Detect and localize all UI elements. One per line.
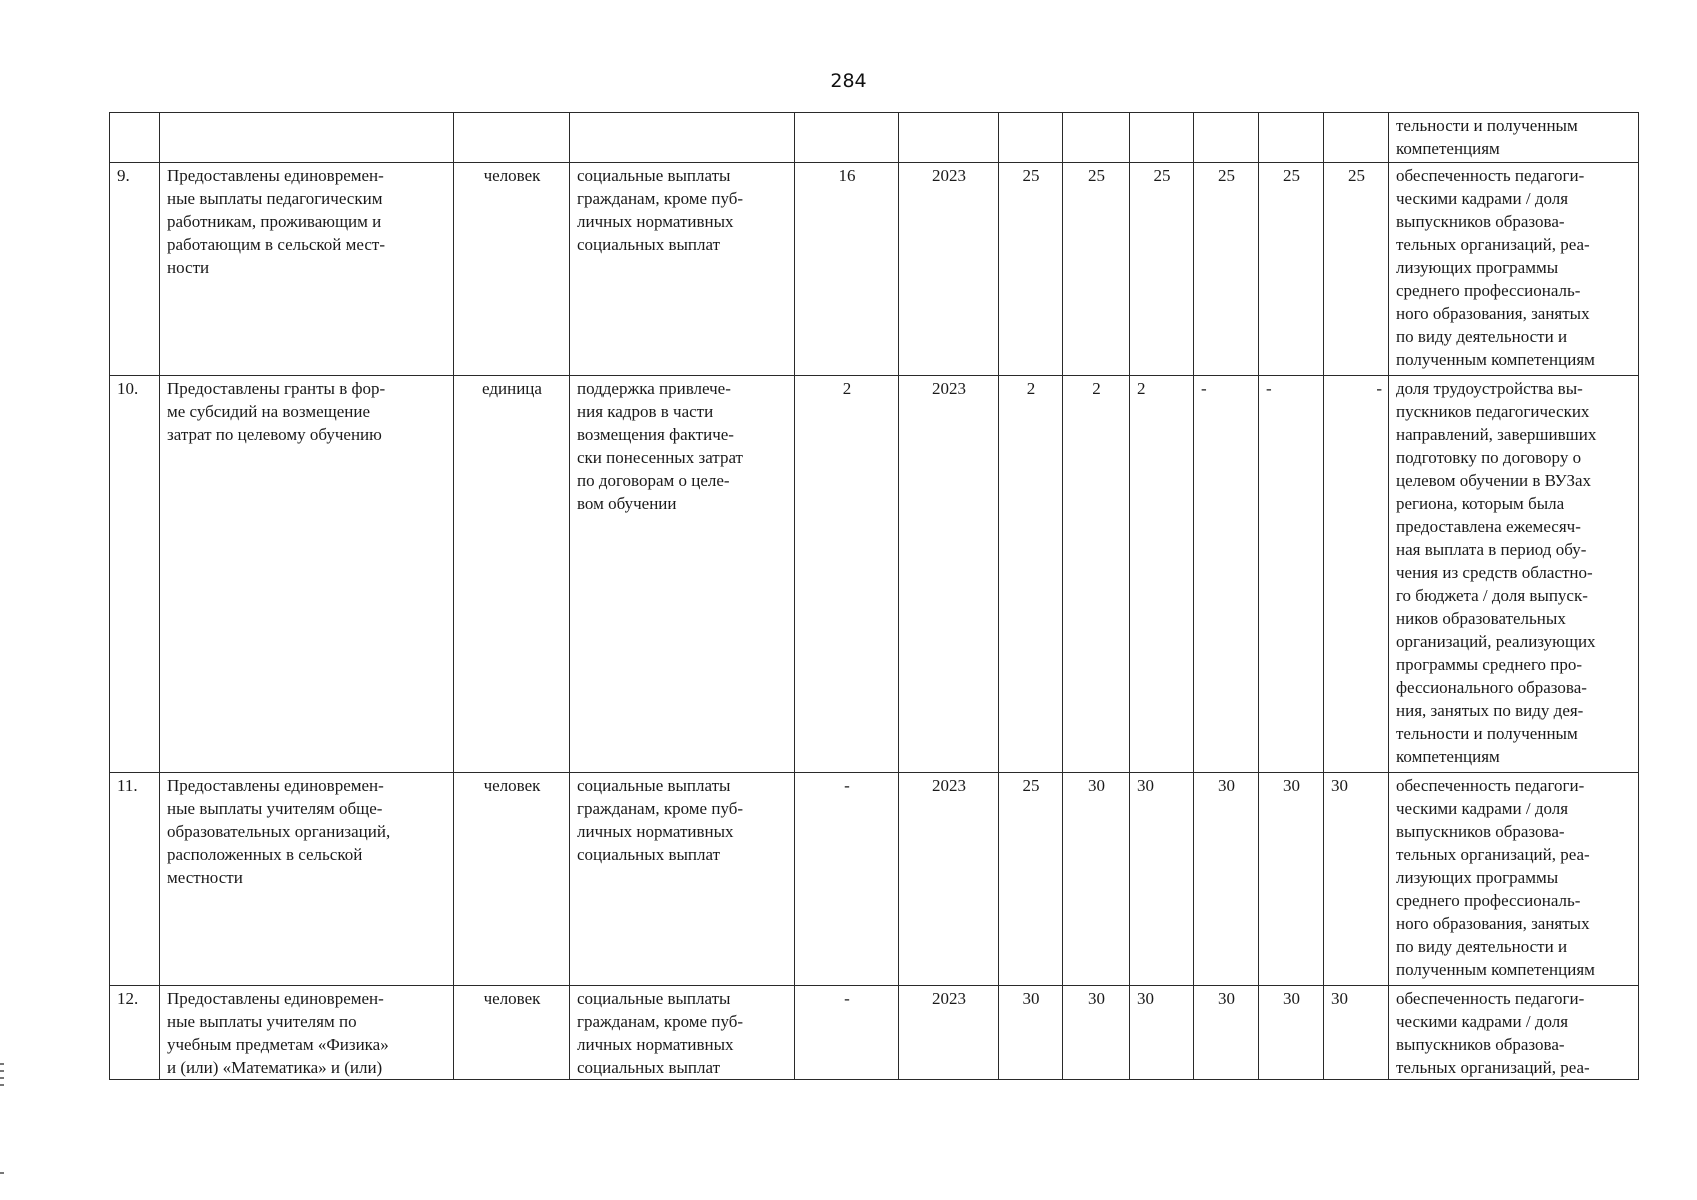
year-value-cell: 30 <box>1259 986 1324 1080</box>
table-row <box>110 113 1639 163</box>
year-value-cell: 30 <box>1063 986 1130 1080</box>
year-value-cell: 25 <box>1194 163 1259 376</box>
table-row <box>110 986 1639 1080</box>
indicator-cell: тельности и полученным компетенциям <box>1389 113 1639 163</box>
table-row <box>110 376 1639 773</box>
type-cell: социальные выплаты гражданам, кроме пуб- личных нормативных социальных выплат <box>570 163 795 376</box>
year-value-cell: 30 <box>1324 986 1389 1080</box>
result-cell: Предоставлены гранты в фор- ме субсидий на возмещение затрат по целевому обучению <box>160 376 454 773</box>
result-cell: Предоставлены единовремен- ные выплаты учителям обще- образовательных организаций, расположенных в сельской местности <box>160 773 454 986</box>
indicator-cell: обеспеченность педагоги- ческими кадрами / доля выпускников образова- тельных организаций, реа- <box>1389 986 1639 1080</box>
year-value-cell: 25 <box>1130 163 1194 376</box>
base-year-cell: 2023 <box>899 986 999 1080</box>
row-number-cell: 12. <box>110 986 160 1080</box>
year-value-cell <box>1130 113 1194 163</box>
base-value-cell: 2 <box>795 376 899 773</box>
row-number-cell: 11. <box>110 773 160 986</box>
year-value-cell <box>1063 113 1130 163</box>
scan-mark <box>0 1070 4 1072</box>
row-number-cell <box>110 113 160 163</box>
year-value-cell <box>1259 113 1324 163</box>
page-number: 284 <box>830 70 867 92</box>
year-value-cell: - <box>1259 376 1324 773</box>
table-row <box>110 773 1639 986</box>
year-value-cell <box>1324 113 1389 163</box>
year-value-cell: 30 <box>1324 773 1389 986</box>
row-number-cell: 9. <box>110 163 160 376</box>
year-value-cell: 2 <box>999 376 1063 773</box>
row-number-cell: 10. <box>110 376 160 773</box>
type-cell: социальные выплаты гражданам, кроме пуб- личных нормативных социальных выплат <box>570 986 795 1080</box>
base-year-cell: 2023 <box>899 773 999 986</box>
year-value-cell: 30 <box>1130 986 1194 1080</box>
year-value-cell: 2 <box>1130 376 1194 773</box>
unit-cell <box>454 113 570 163</box>
unit-cell: человек <box>454 773 570 986</box>
year-value-cell: 25 <box>1259 163 1324 376</box>
base-year-cell: 2023 <box>899 163 999 376</box>
year-value-cell <box>1194 113 1259 163</box>
result-cell: Предоставлены единовремен- ные выплаты учителям по учебным предметам «Физика» и (или) «Математика» и (или) <box>160 986 454 1080</box>
year-value-cell: 25 <box>999 163 1063 376</box>
base-year-cell: 2023 <box>899 376 999 773</box>
type-cell: социальные выплаты гражданам, кроме пуб- личных нормативных социальных выплат <box>570 773 795 986</box>
indicator-cell: обеспеченность педагоги- ческими кадрами / доля выпускников образова- тельных организаций, реа- лизующих программы среднего профессиональ- ного образования, занятых по виду деятельности и полученным компетенциям <box>1389 773 1639 986</box>
scan-mark <box>0 1084 4 1086</box>
results-table <box>109 112 1639 1080</box>
base-value-cell: - <box>795 773 899 986</box>
year-value-cell: 30 <box>1194 773 1259 986</box>
scan-mark <box>0 1172 4 1174</box>
table-row <box>110 163 1639 376</box>
year-value-cell: 30 <box>999 986 1063 1080</box>
indicator-cell: обеспеченность педагоги- ческими кадрами / доля выпускников образова- тельных организаций, реа- лизующих программы среднего профессиональ- ного образования, занятых по виду деятельности и полученным компетенциям <box>1389 163 1639 376</box>
year-value-cell: 2 <box>1063 376 1130 773</box>
base-value-cell: 16 <box>795 163 899 376</box>
base-value-cell: - <box>795 986 899 1080</box>
type-cell <box>570 113 795 163</box>
unit-cell: человек <box>454 163 570 376</box>
year-value-cell: 25 <box>1324 163 1389 376</box>
year-value-cell: 30 <box>1194 986 1259 1080</box>
base-year-cell <box>899 113 999 163</box>
year-value-cell: - <box>1324 376 1389 773</box>
year-value-cell: 30 <box>1130 773 1194 986</box>
year-value-cell: 30 <box>1259 773 1324 986</box>
result-cell <box>160 113 454 163</box>
year-value-cell: 25 <box>999 773 1063 986</box>
result-cell: Предоставлены единовремен- ные выплаты педагогическим работникам, проживающим и работающим в сельской мест- ности <box>160 163 454 376</box>
indicator-cell: доля трудоустройства вы- пускников педагогических направлений, завершивших подготовку по договору о целевом обучении в ВУЗах региона, которым была предоставлена ежемесяч- ная выплата в период обу- чения из средств областно- го бюджета / доля выпуск- ников образовательных организаций, реализующих программы среднего про- фессионального образова- ния, занятых по виду дея- тельности и полученным компетенциям <box>1389 376 1639 773</box>
scan-mark <box>0 1077 4 1079</box>
year-value-cell: 30 <box>1063 773 1130 986</box>
year-value-cell: - <box>1194 376 1259 773</box>
base-value-cell <box>795 113 899 163</box>
year-value-cell: 25 <box>1063 163 1130 376</box>
unit-cell: единица <box>454 376 570 773</box>
type-cell: поддержка привлече- ния кадров в части возмещения фактиче- ски понесенных затрат по договорам о целе- вом обучении <box>570 376 795 773</box>
year-value-cell <box>999 113 1063 163</box>
scan-mark <box>0 1063 4 1065</box>
unit-cell: человек <box>454 986 570 1080</box>
